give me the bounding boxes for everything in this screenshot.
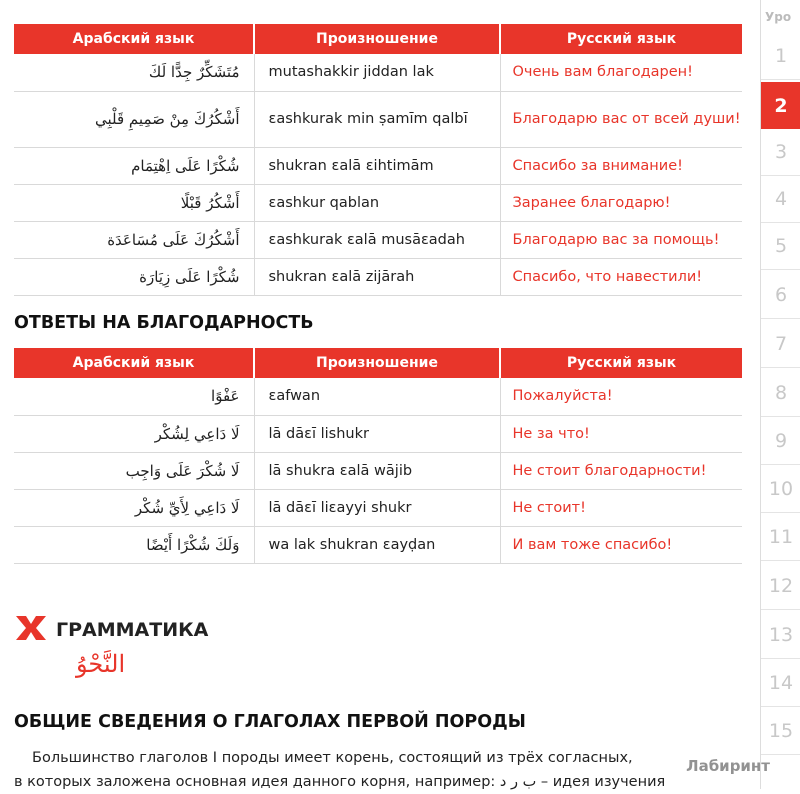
grammar-cross-icon (14, 614, 48, 646)
pronunciation-cell: εafwan (254, 378, 500, 415)
arabic-cell: أَشْكُرُ قَبْلًا (14, 184, 254, 221)
arabic-cell: شُكْرًا عَلَى اِهْتِمَام (14, 147, 254, 184)
table-row (14, 452, 742, 489)
table-row (14, 489, 742, 526)
pronunciation-cell: shukran εalā εihtimām (254, 147, 500, 184)
pronunciation-cell: lā dāεī lishukr (254, 415, 500, 452)
lesson-tab-13[interactable]: 13 (761, 612, 800, 659)
table-row (14, 221, 742, 258)
table-row (14, 91, 742, 147)
russian-cell: Спасибо за внимание! (500, 147, 742, 184)
russian-cell: Заранее благодарю! (500, 184, 742, 221)
russian-cell: Пожалуйста! (500, 378, 742, 415)
pronunciation-cell: shukran εalā zijārah (254, 258, 500, 295)
lesson-tab-9[interactable]: 9 (761, 418, 800, 465)
paragraph (14, 746, 742, 794)
pronunciation-cell: lā shukra εalā wājib (254, 452, 500, 489)
header-pronunciation: Произношение (254, 24, 500, 54)
table-row (14, 54, 742, 91)
arabic-cell: أَشْكُرُكَ مِنْ صَمِيمِ قَلْبِي (14, 91, 254, 147)
lesson-tab-10[interactable]: 10 (761, 466, 800, 513)
russian-cell: Благодарю вас от всей души! (500, 91, 742, 147)
paragraph-line: Большинство глаголов I породы имеет корень, состоящий из трёх согласных, (32, 750, 633, 766)
russian-cell: Не за что! (500, 415, 742, 452)
table-row (14, 258, 742, 295)
arabic-cell: لَا دَاعِي لِأَيِّ شُكْر (14, 489, 254, 526)
russian-cell: Не стоит благодарности! (500, 452, 742, 489)
replies-table (14, 348, 742, 564)
lesson-tab-3[interactable]: 3 (761, 129, 800, 176)
russian-cell: И вам тоже спасибо! (500, 526, 742, 563)
pronunciation-cell: wa lak shukran εayḍan (254, 526, 500, 563)
arabic-cell: أَشْكُرُكَ عَلَى مُسَاعَدَة (14, 221, 254, 258)
table-row (14, 526, 742, 563)
lesson-tab-4[interactable]: 4 (761, 176, 800, 223)
grammar-arabic-title: النَّحْوُ (76, 650, 126, 678)
table-header-row (14, 348, 742, 378)
russian-cell: Благодарю вас за помощь! (500, 221, 742, 258)
header-russian: Русский язык (500, 348, 742, 378)
arabic-cell: شُكْرًا عَلَى زِيَارَة (14, 258, 254, 295)
header-pronunciation: Произношение (254, 348, 500, 378)
lesson-tab-14[interactable]: 14 (761, 660, 800, 707)
arabic-cell: مُتَشَكِّرٌ جِدًّا لَكَ (14, 54, 254, 91)
pronunciation-cell: εashkurak εalā musāεadah (254, 221, 500, 258)
table-header-row (14, 24, 742, 54)
russian-cell: Не стоит! (500, 489, 742, 526)
pronunciation-cell: εashkurak min ṣamīm qalbī (254, 91, 500, 147)
header-russian: Русский язык (500, 24, 742, 54)
lesson-tab-8[interactable]: 8 (761, 370, 800, 417)
arabic-cell: لَا دَاعِي لِشُكْر (14, 415, 254, 452)
watermark: Лабиринт (686, 757, 770, 775)
paragraph-line: в которых заложена основная идея данного корня, например: ب ر د – идея изучения (14, 774, 666, 790)
lesson-tab-1[interactable]: 1 (761, 33, 800, 80)
arabic-cell: وَلَكَ شُكْرًا أَيْضًا (14, 526, 254, 563)
grammar-heading (14, 616, 208, 644)
lesson-tab-6[interactable]: 6 (761, 272, 800, 319)
section-title-verbs: ОБЩИЕ СВЕДЕНИЯ О ГЛАГОЛАХ ПЕРВОЙ ПОРОДЫ (14, 712, 526, 732)
lesson-nav (760, 0, 800, 789)
lesson-tab-2[interactable]: 2 (761, 82, 800, 129)
lesson-nav-header: Уро (765, 10, 792, 24)
pronunciation-cell: lā dāεī liεayyi shukr (254, 489, 500, 526)
lesson-tab-5[interactable]: 5 (761, 223, 800, 270)
table-row (14, 147, 742, 184)
arabic-cell: لَا شُكْرَ عَلَى وَاجِب (14, 452, 254, 489)
russian-cell: Спасибо, что навестили! (500, 258, 742, 295)
lesson-tab-12[interactable]: 12 (761, 563, 800, 610)
lesson-tab-7[interactable]: 7 (761, 321, 800, 368)
russian-cell: Очень вам благодарен! (500, 54, 742, 91)
lesson-tab-11[interactable]: 11 (761, 514, 800, 561)
table-row (14, 415, 742, 452)
pronunciation-cell: mutashakkir jiddan lak (254, 54, 500, 91)
table-row (14, 184, 742, 221)
table-row (14, 378, 742, 415)
arabic-cell: عَفْوًا (14, 378, 254, 415)
section-title-replies: ОТВЕТЫ НА БЛАГОДАРНОСТЬ (14, 313, 314, 333)
lesson-tab-15[interactable]: 15 (761, 708, 800, 755)
header-arabic: Арабский язык (14, 348, 254, 378)
header-arabic: Арабский язык (14, 24, 254, 54)
thanks-table (14, 24, 742, 296)
pronunciation-cell: εashkur qablan (254, 184, 500, 221)
grammar-title: ГРАММАТИКА (56, 619, 209, 641)
